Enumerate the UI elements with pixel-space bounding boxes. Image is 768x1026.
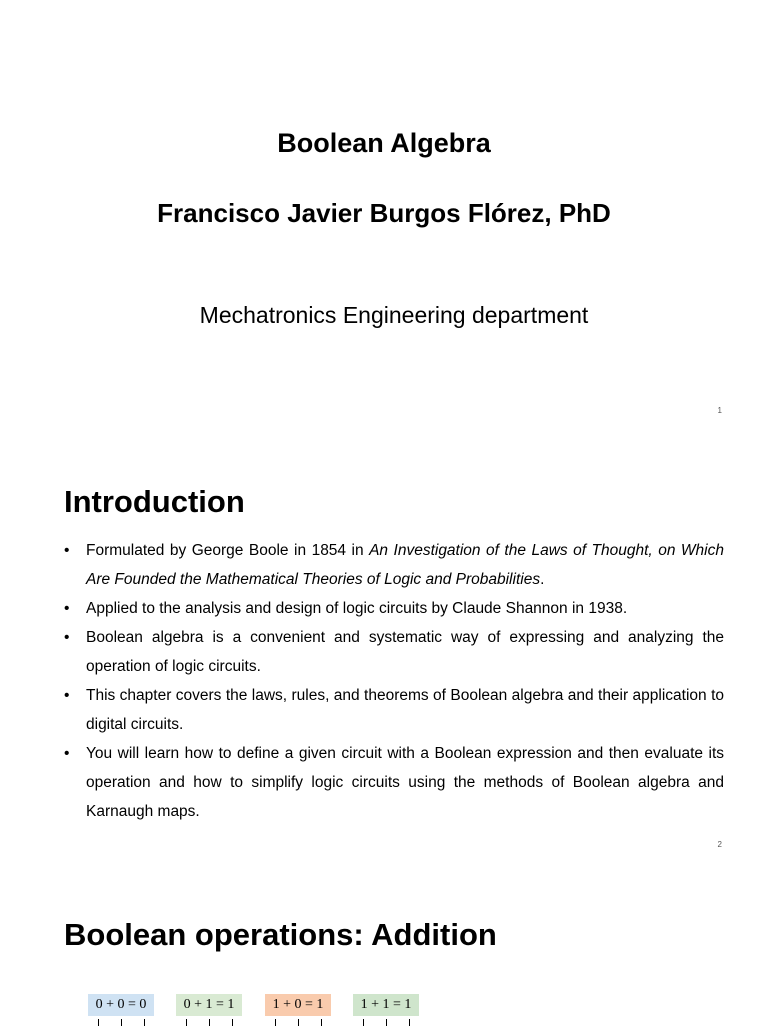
book-title: An Investigation of the Laws of Thought, on Which Are Founded the Mathematical Theories of Logic and Probabilities [86,542,724,588]
introduction-slide [0,432,768,865]
operation-box: 0 + 1 = 1 [176,994,242,1016]
input-tick [98,1019,99,1026]
input-tick [186,1019,187,1026]
output-tick [232,1019,233,1026]
list-item: • You will learn how to define a given circuit with a Boolean expression and then evaluate its operation and how to simplify logic circuits using the methods of Boolean algebra and Karnaugh maps. [64,739,724,826]
list-item [64,536,724,594]
bullet-text: Formulated by George Boole in 1854 in [86,542,370,559]
list-item: • Applied to the analysis and design of logic circuits by Claude Shannon in 1938. [64,594,724,623]
input-tick [386,1019,387,1026]
bullet-list [64,536,724,826]
slide-title: Boolean Algebra [277,128,491,158]
input-tick [209,1019,210,1026]
operation-box: 1 + 0 = 1 [265,994,331,1016]
output-tick [144,1019,145,1026]
input-tick [121,1019,122,1026]
operation-box: 1 + 1 = 1 [353,994,419,1016]
page-number: 1 [717,406,722,415]
input-tick [363,1019,364,1026]
page-number: 2 [717,840,722,849]
slide-heading: Introduction [64,484,245,519]
department-name: Mechatronics Engineering department [199,302,589,328]
list-item: • Boolean algebra is a convenient and systematic way of expressing and analyzing the operation of logic circuits. [64,623,724,681]
operation-box: 0 + 0 = 0 [88,994,154,1016]
list-item: • This chapter covers the laws, rules, and theorems of Boolean algebra and their application to digital circuits. [64,681,724,739]
input-tick [275,1019,276,1026]
title-slide [0,0,768,432]
input-tick [298,1019,299,1026]
slide-heading: Boolean operations: Addition [64,917,497,952]
author-name: Francisco Javier Burgos Flórez, PhD [157,198,611,228]
addition-slide [0,865,768,1024]
bullet-text: . [540,571,545,588]
output-tick [321,1019,322,1026]
output-tick [409,1019,410,1026]
